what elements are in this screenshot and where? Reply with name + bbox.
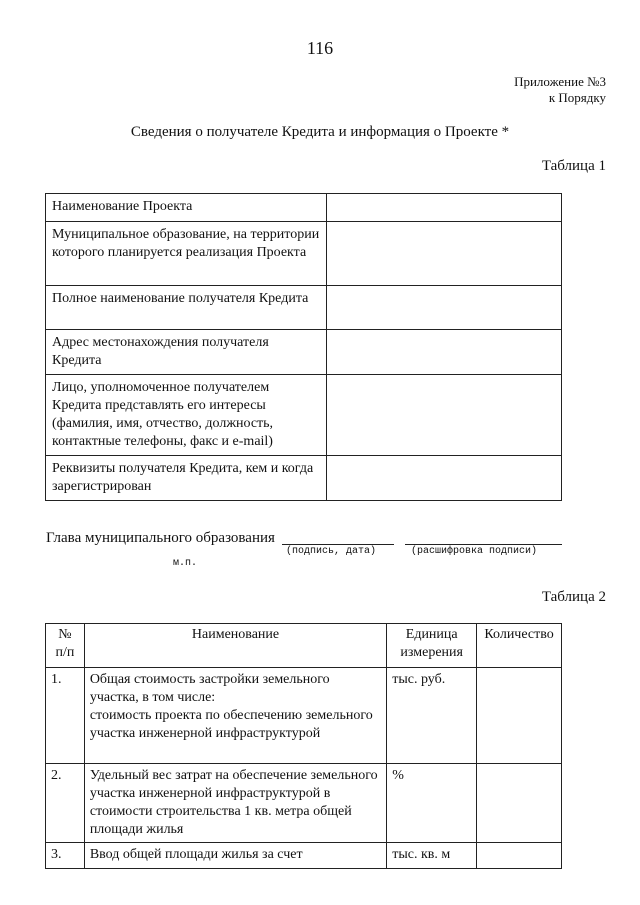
- row-quantity: [477, 843, 562, 869]
- signature-label: Глава муниципального образования: [46, 530, 275, 546]
- row-unit: тыс. кв. м: [387, 843, 477, 869]
- appendix-line1: Приложение №3: [514, 74, 606, 89]
- row-unit: %: [387, 764, 477, 843]
- table-row: [46, 456, 562, 501]
- row-label: Муниципальное образование, на территории которого планируется реализация Проекта: [46, 222, 327, 286]
- row-label: Адрес местонахождения получателя Кредита: [46, 330, 327, 375]
- table1-label: Таблица 1: [541, 158, 606, 174]
- row-number: 3.: [46, 843, 85, 869]
- row-label: Реквизиты получателя Кредита, кем и когда зарегистрирован: [46, 456, 327, 501]
- row-quantity: [477, 668, 562, 764]
- signature-hint: (подпись, дата): [286, 546, 377, 557]
- header-name: Наименование: [84, 624, 386, 668]
- row-value: [326, 194, 561, 222]
- table-row: [46, 843, 562, 869]
- appendix-line2: к Порядку: [548, 90, 606, 105]
- row-value: [326, 286, 561, 330]
- row-unit: тыс. руб.: [387, 668, 477, 764]
- row-label: Наименование Проекта: [46, 194, 327, 222]
- signature-line: [282, 544, 394, 545]
- project-info-table: [45, 623, 562, 869]
- row-name-subline: стоимость проекта по обеспечению земельного участка инженерной инфраструктурой: [89, 708, 373, 741]
- header-unit: Единица измерения: [387, 624, 477, 668]
- header-num: № п/п: [46, 624, 85, 668]
- table-row: [46, 668, 562, 764]
- table-row: [46, 222, 562, 286]
- row-number: 2.: [46, 764, 85, 843]
- table2-label: Таблица 2: [541, 589, 606, 605]
- row-name: [84, 668, 386, 764]
- row-value: [326, 375, 561, 456]
- table-row: [46, 375, 562, 456]
- row-name: [84, 764, 386, 843]
- table-row: [46, 194, 562, 222]
- table-row: [46, 286, 562, 330]
- row-value: [326, 222, 561, 286]
- row-name-line: Удельный вес затрат на обеспечение земельного участка инженерной инфраструктурой в стоимости строительства 1 кв. метра общей площади жилья: [89, 768, 378, 837]
- header-quantity: Количество: [477, 624, 562, 668]
- row-name-line: Общая стоимость застройки земельного участка, в том числе:: [89, 672, 330, 705]
- row-name-line: Ввод общей площади жилья за счет: [89, 847, 303, 862]
- row-quantity: [477, 764, 562, 843]
- table-row: [46, 330, 562, 375]
- row-label: Полное наименование получателя Кредита: [46, 286, 327, 330]
- row-value: [326, 330, 561, 375]
- signature-name-hint: (расшифровка подписи): [411, 546, 538, 557]
- row-name: [84, 843, 386, 869]
- row-number: 1.: [46, 668, 85, 764]
- stamp-place: м.п.: [173, 558, 198, 569]
- table-header-row: [46, 624, 562, 668]
- applicant-info-table: [45, 193, 562, 501]
- table-row: [46, 764, 562, 843]
- signature-name-line: [405, 544, 562, 545]
- document-title: Сведения о получателе Кредита и информация о Проекте *: [130, 124, 510, 140]
- row-value: [326, 456, 561, 501]
- page-number: 116: [306, 38, 334, 58]
- appendix-note: [514, 74, 606, 106]
- row-label: Лицо, уполномоченное получателем Кредита представлять его интересы (фамилия, имя, отчество, должность, контактные телефоны, факс и e-mail): [46, 375, 327, 456]
